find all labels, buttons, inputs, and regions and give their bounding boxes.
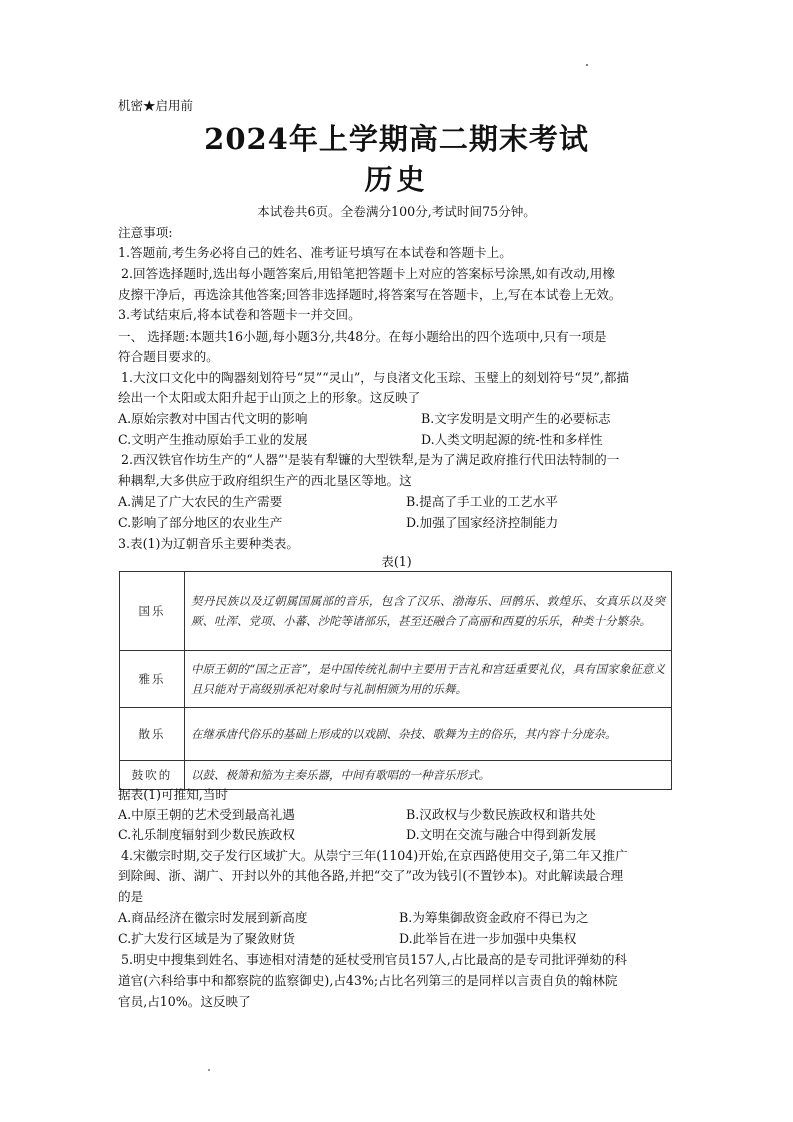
section-instruction-line-2: 符合题目要求的。	[118, 349, 219, 364]
q1-option-a: A.原始宗教对中国古代文明的影响	[118, 411, 308, 426]
q1-option-d: D.人类文明起源的统-性和多样性	[421, 432, 603, 447]
note-2-line-1: 2.回答选择题时,选出每小题答案后,用铅笔把答题卡上对应的答案标号涂黑,如有改动,用橡	[121, 266, 615, 281]
q2-option-c: C.影响了部分地区的农业生产	[118, 515, 283, 530]
music-type-desc: 契丹民族以及辽朝属国属部的音乐，包含了汉乐、渤海乐、回鹘乐、敦煌乐、女真乐以及突厥、吐浑、党项、小蕃、沙陀等诸部乐，甚至还融合了高丽和西夏的乐乐，种类十分繁杂。	[185, 572, 672, 651]
music-type-name: 雅乐	[120, 651, 185, 708]
q4-option-b: B.为筹集御敌资金政府不得已为之	[399, 910, 589, 925]
music-type-name: 散乐	[120, 708, 185, 761]
section-instruction-line-1: 一、 选择题:本题共16小题,每小题3分,共48分。在每小题给出的四个选项中,只有一项是	[118, 329, 607, 344]
music-type-name: 鼓吹的	[120, 761, 185, 790]
q2-option-a: A.满足了广大农民的生产需要	[118, 494, 283, 509]
exam-title: 2024年上学期高二期末考试	[204, 122, 589, 156]
q1-option-c: C.文明产生推动原始手工业的发展	[118, 432, 308, 447]
q2-option-b: B.提高了手工业的工艺水平	[406, 494, 558, 509]
confidential-label: 机密★启用前	[118, 98, 194, 113]
q3-prompt: 据表(1)可推知,当时	[118, 787, 228, 802]
q4-option-c: C.扩大发行区域是为了聚敛财货	[118, 931, 295, 946]
music-type-desc: 在继承唐代俗乐的基础上形成的以戏剧、杂技、歌舞为主的俗乐，其内容十分庞杂。	[185, 708, 672, 761]
q4-option-d: D.此举旨在进一步加强中央集权	[399, 931, 577, 946]
q1-stem-line-1: 1.大汶口文化中的陶器刻划符号“炅”“灵山”，与良渚文化玉琮、玉璧上的刻划符号“炅”,都描	[121, 370, 630, 385]
q5-stem-line-2: 道官(六科给事中和都察院的监察御史),占43%;占比名列第三的是同样以言责自负的翰林院	[118, 973, 618, 988]
q5-stem-line-1: 5.明史中搜集到姓名、事迹相对清楚的延杖受刑官员157人,占比最高的是专司批评弹劾的科	[121, 952, 628, 967]
music-type-desc: 以鼓、极箫和笳为主奏乐器，中间有歌唱的一种音乐形式。	[185, 761, 672, 790]
q1-option-b: B.文字发明是文明产生的必要标志	[421, 411, 611, 426]
q4-stem-line-1: 4.宋徽宗时期,交子发行区域扩大。从崇宁三年(1104)开始,在京西路使用交子,第二年又推广	[121, 848, 628, 863]
scan-speck	[586, 64, 588, 66]
notes-heading: 注意事项:	[118, 225, 173, 240]
q2-option-d: D.加强了国家经济控制能力	[406, 515, 559, 530]
q3-option-c: C.礼乐制度辐射到少数民族政权	[118, 827, 295, 842]
table-row	[120, 651, 672, 708]
music-type-name: 国乐	[120, 572, 185, 651]
table-row	[120, 572, 672, 651]
q3-stem: 3.表(1)为辽朝音乐主要种类表。	[118, 536, 299, 551]
q2-stem-line-1: 2.西汉铁官作坊生产的“人器”'是装有犁镰的大型铁犁,是为了满足政府推行代田法特制的一	[121, 452, 620, 467]
q5-stem-line-3: 官员,占10%。这反映了	[118, 994, 251, 1009]
q3-option-a: A.中原王朝的艺术受到最高礼遇	[118, 807, 295, 822]
note-3: 3.考试结束后,将本试卷和答题卡一并交回。	[118, 307, 361, 322]
q4-stem-line-3: 的是	[118, 889, 144, 904]
exam-info: 本试卷共6页。全卷满分100分,考试时间75分钟。	[257, 204, 536, 219]
subject-title: 历史	[364, 163, 429, 196]
scan-speck	[208, 1069, 210, 1071]
q4-option-a: A.商品经济在徽宗时发展到新高度	[118, 910, 308, 925]
note-1: 1.答题前,考生务必将自己的姓名、准考证号填写在本试卷和答题卡上。	[118, 245, 512, 260]
music-type-desc: 中原王朝的“国之正音”，是中国传统礼制中主要用于吉礼和宫廷重要礼仪，具有国家象征意义且只能对于高级别承祀对象时与礼制相颁为用的乐舞。	[185, 651, 672, 708]
q3-option-d: D.文明在交流与融合中得到新发展	[406, 827, 596, 842]
q4-stem-line-2: 到除闽、浙、湖广、开封以外的其他各路,并把“交了”改为钱引(不置钞本)。对此解读最合理	[118, 868, 624, 883]
table-row	[120, 708, 672, 761]
q3-option-b: B.汉政权与少数民族政权和谐共处	[406, 807, 596, 822]
music-types-table	[119, 571, 672, 790]
q2-stem-line-2: 种耦犁,大多供应于政府组织生产的西北垦区等地。这	[118, 473, 412, 488]
table-caption: 表(1)	[381, 554, 412, 569]
note-2-line-2: 皮擦干净后，再选涂其他答案;回答非选择题时,将答案写在答题卡，上,写在本试卷上无效。	[118, 287, 622, 302]
q1-stem-line-2: 绘出一个太阳或太阳升起于山顶之上的形象。这反映了	[118, 390, 421, 405]
